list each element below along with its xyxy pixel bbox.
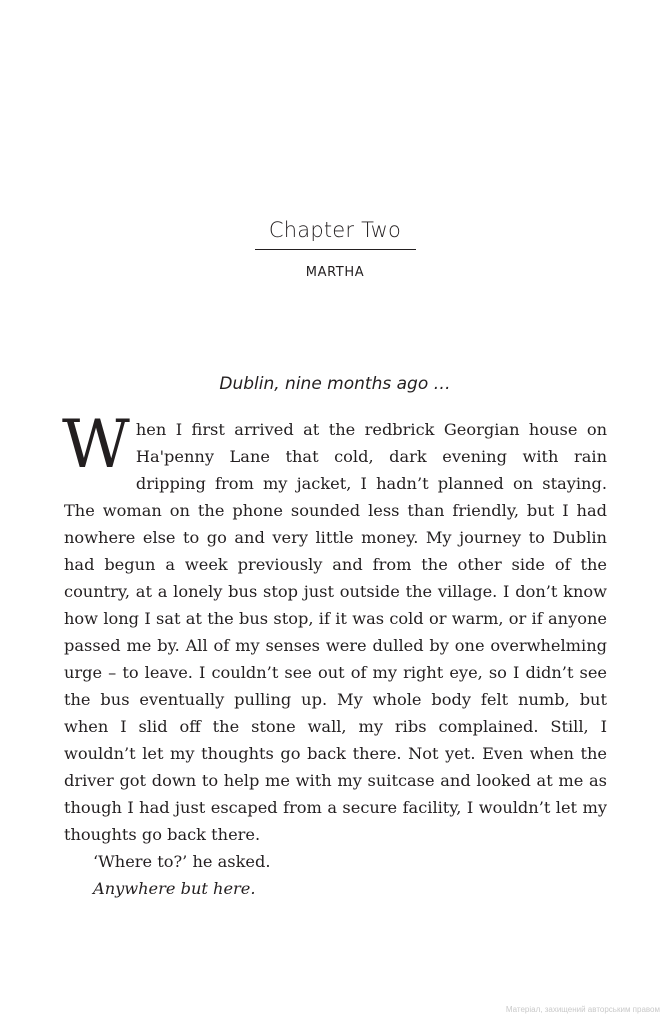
place-time-line: Dublin, nine months ago …	[219, 374, 451, 394]
chapter-title: Chapter Two	[268, 218, 402, 242]
chapter-subtitle: MARTHA	[305, 265, 365, 280]
drop-cap: W	[62, 406, 130, 483]
opening-paragraph-text: hen I first arrived at the redbrick Georgian house on Ha'penny Lane that cold, dark evening with rain dripping from my jacket, I hadn’t planned on staying. The woman on the phone sounded less than friendly, but I had nowhere else to go and very little money. My journey to Dublin had begun a week previously and from the other side of the country, at a lonely bus stop just outside the village. I don’t know how long I sat at the bus stop, if it was cold or warm, or if anyone passed me by. All of my senses were dulled by one overwhelming urge – to leave. I couldn’t see out of my right eye, so I didn’t see the bus eventually pulling up. My whole body felt numb, but when I slid off the stone wall, my ribs complained. Still, I wouldn’t let my thoughts go back there. Not yet. Even when the driver got down to help me with my suitcase and looked at me as though I had just escaped from a secure facility, I wouldn’t let my thoughts go back there.	[64, 420, 607, 844]
italic-thought-line: Anywhere but here.	[93, 879, 256, 898]
copyright-watermark: Матеріал, захищений авторським правом	[505, 1005, 660, 1014]
dialogue-line: ‘Where to?’ he asked.	[93, 852, 271, 871]
chapter-body	[62, 406, 607, 902]
chapter-title-underline	[255, 249, 416, 250]
opening-paragraph	[62, 406, 607, 848]
